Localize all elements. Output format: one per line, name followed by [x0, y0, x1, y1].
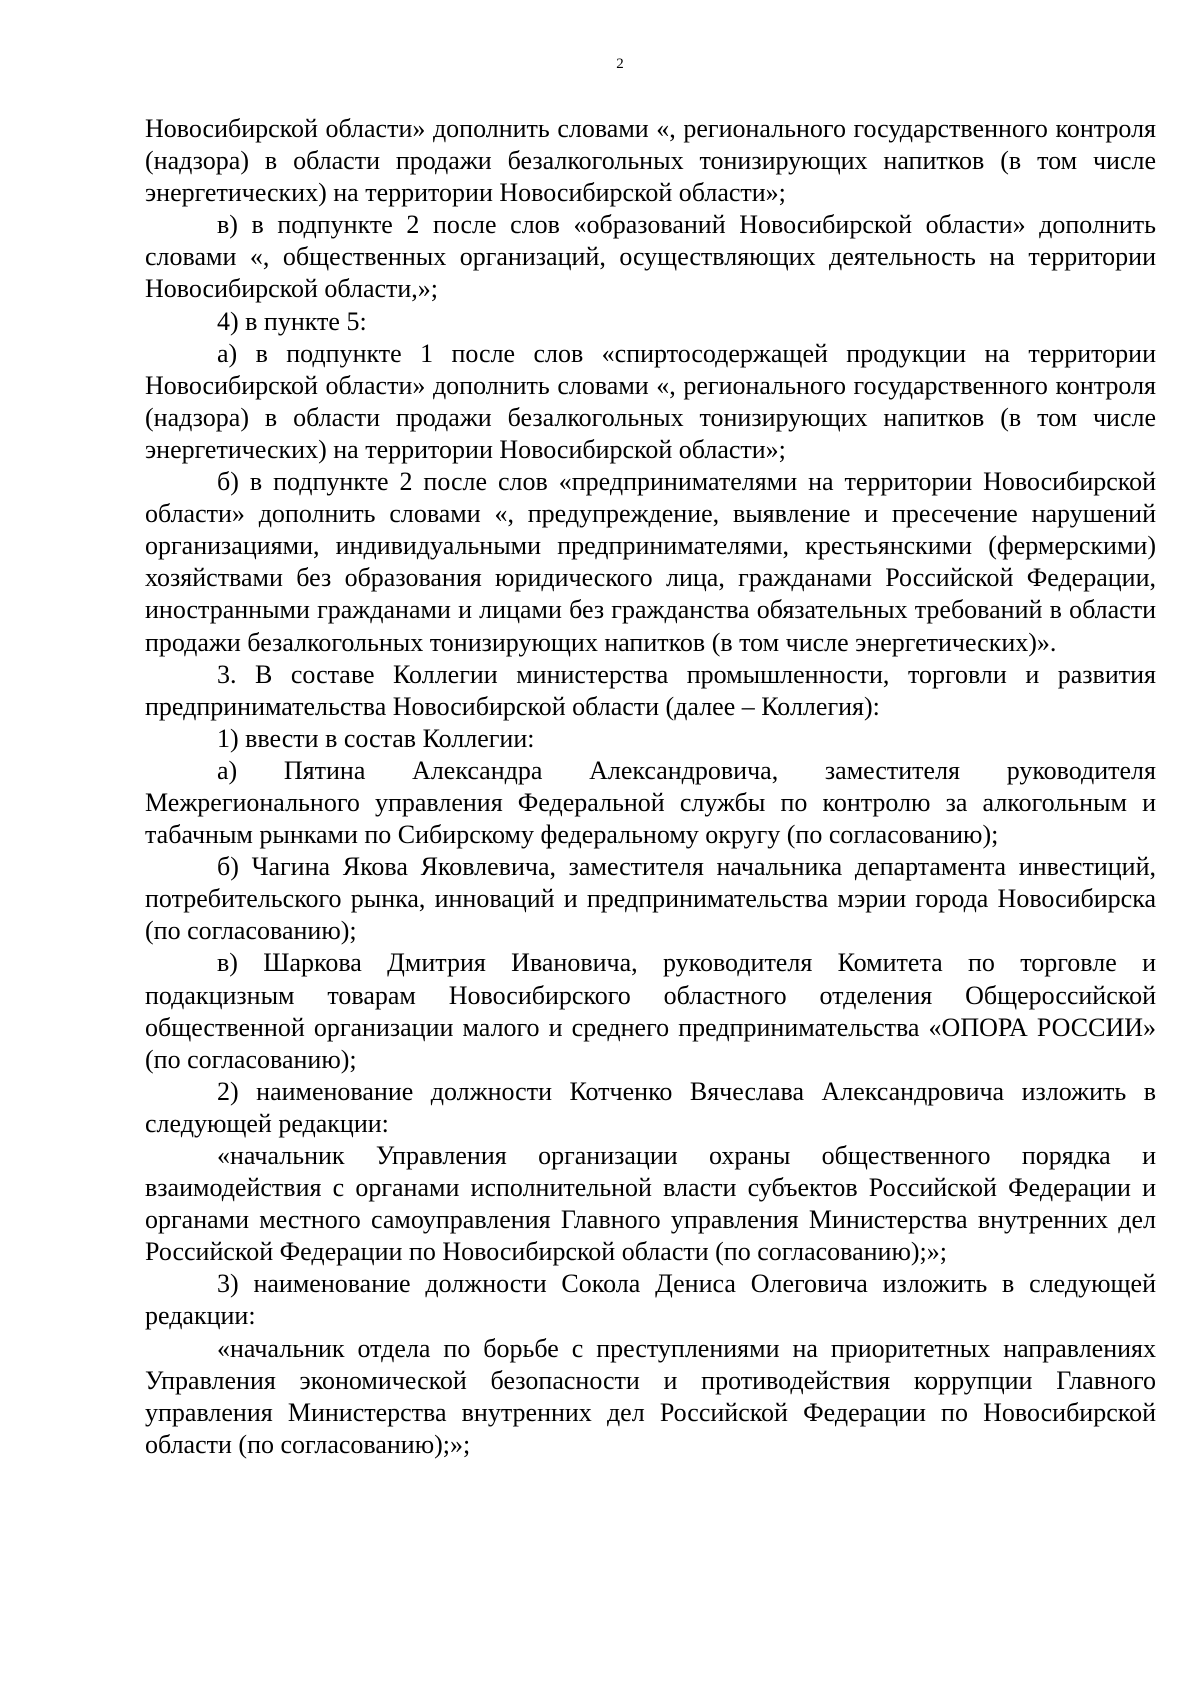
- paragraph-subitem-a: а) в подпункте 1 после слов «спиртосодержащей продукции на территории Новосибирской области» дополнить словами «, регионального государственного контроля (надзора) в области продажи безалкогольных тонизирующих напитков (в том числе энергетических) на территории Новосибирской области»;: [145, 338, 1156, 464]
- paragraph-quote-2: «начальник отдела по борьбе с преступлениями на приоритетных направлениях Управления экономической безопасности и противодействия коррупции Главного управления Министерства внутренних дел Российской Федерации по Новосибирской области (по согласованию);»;: [145, 1333, 1156, 1459]
- page-number: 2: [616, 56, 624, 72]
- paragraph-item-2: 2) наименование должности Котченко Вячеслава Александровича изложить в следующей редакции:: [145, 1076, 1156, 1138]
- paragraph-quote-1: «начальник Управления организации охраны общественного порядка и взаимодействия с органами исполнительной власти субъектов Российской Федерации и органами местного самоуправления Главного управления Министерства внутренних дел Российской Федерации по Новосибирской области (по согласованию);»;: [145, 1141, 1156, 1267]
- paragraph-item-1: 1) ввести в состав Коллегии:: [217, 723, 535, 753]
- paragraph-subitem-b: б) в подпункте 2 после слов «предпринимателями на территории Новосибирской области» дополнить словами «, предупреждение, выявление и пресечение нарушений организациями, индивидуальными предпринимателями, крестьянскими (фермерскими) хозяйствами без образования юридического лица, гражданами Российской Федерации, иностранными гражданами и лицами без гражданства обязательных требований в области продажи безалкогольных тонизирующих напитков (в том числе энергетических)».: [145, 467, 1156, 657]
- paragraph-item-4: 4) в пункте 5:: [217, 306, 367, 336]
- paragraph-section-3: 3. В составе Коллегии министерства промышленности, торговли и развития предпринимательства Новосибирской области (далее – Коллегия):: [145, 659, 1156, 721]
- paragraph-subitem-v: в) в подпункте 2 после слов «образований Новосибирской области» дополнить словами «, общественных организаций, осуществляющих деятельность на территории Новосибирской области,»;: [145, 210, 1156, 304]
- paragraph-member-a: а) Пятина Александра Александровича, заместителя руководителя Межрегионального управления Федеральной службы по контролю за алкогольным и табачным рынками по Сибирскому федеральному округу (по согласованию);: [145, 755, 1156, 850]
- paragraph-member-b: б) Чагина Якова Яковлевича, заместителя начальника департамента инвестиций, потребительского рынка, инноваций и предпринимательства мэрии города Новосибирска (по согласованию);: [145, 852, 1156, 946]
- paragraph-continuation: Новосибирской области» дополнить словами «, регионального государственного контроля (надзора) в области продажи безалкогольных тонизирующих напитков (в том числе энергетических) на территории Новосибирской области»;: [145, 114, 1156, 208]
- document-body: [145, 113, 1156, 1461]
- paragraph-member-v: в) Шаркова Дмитрия Ивановича, руководителя Комитета по торговле и подакцизным товарам Новосибирского областного отделения Общероссийской общественной организации малого и среднего предпринимательства «ОПОРА РОССИИ» (по согласованию);: [145, 948, 1156, 1074]
- paragraph-item-3: 3) наименование должности Сокола Дениса Олеговича изложить в следующей редакции:: [145, 1269, 1156, 1331]
